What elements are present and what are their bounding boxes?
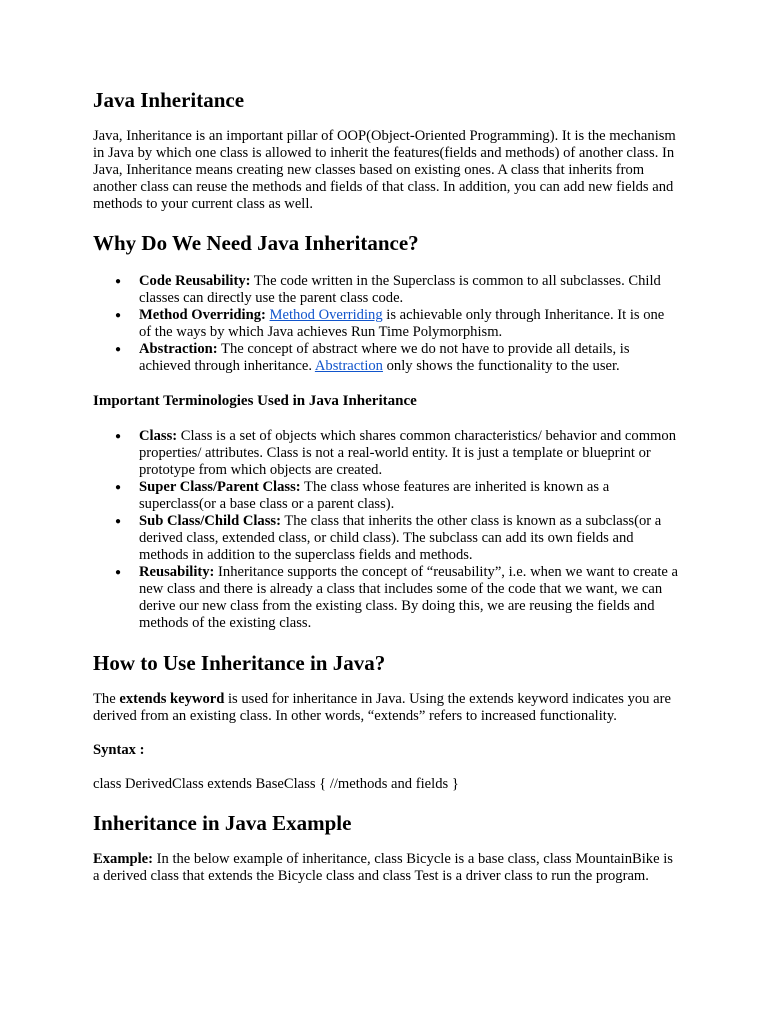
example-paragraph: [93, 851, 678, 885]
term-label: Sub Class/Child Class:: [139, 513, 281, 529]
howto-heading: How to Use Inheritance in Java?: [93, 651, 386, 675]
syntax-label: [93, 742, 678, 759]
term-label: Abstraction:: [139, 341, 218, 357]
example-label: Example:: [93, 851, 153, 867]
example-heading: Inheritance in Java Example: [93, 811, 352, 835]
list-item: [93, 479, 678, 513]
bullet-icon: ●: [115, 567, 122, 578]
terminologies-list: [93, 428, 678, 632]
syntax-label-text: Syntax :: [93, 742, 145, 758]
why-list: [93, 273, 678, 375]
abstraction-link[interactable]: Abstraction: [314, 358, 383, 374]
list-item: [93, 564, 678, 632]
intro-paragraph: Java, Inheritance is an important pillar of OOP(Object-Oriented Programming). It is the mechanism in Java by which one class is allowed to inherit the features(fields and methods) of another class. In Java, Inheritance means creating new classes based on existing ones. A class that inherits from another class can reuse the methods and fields of that class. In addition, you can add new fields and methods to your current class as well.: [93, 128, 676, 212]
term-label: Code Reusability:: [139, 273, 251, 289]
method-overriding-link[interactable]: Method Overriding: [269, 307, 383, 323]
term-text: is achievable only through Inheritance. It is one of the ways by which Java achieves Run Time Polymorphism.: [139, 307, 665, 340]
list-item: [93, 428, 678, 479]
term-text: The concept of abstract where we do not have to provide all details, is achieved through inheritance.: [139, 341, 630, 374]
term-label: Class:: [139, 428, 178, 444]
why-heading: Why Do We Need Java Inheritance?: [93, 231, 419, 255]
list-item: [93, 513, 678, 564]
document-page: [93, 86, 678, 885]
term-text: only shows the functionality to the user.: [382, 358, 620, 374]
bullet-icon: ●: [115, 344, 122, 355]
term-label: Super Class/Parent Class:: [139, 479, 301, 495]
term-text: The code written in the Superclass is common to all subclasses. Child classes can directly use the parent class code.: [139, 273, 661, 306]
term-label: Method Overriding:: [139, 307, 266, 323]
howto-text-start: The: [93, 691, 120, 707]
example-text: In the below example of inheritance, class Bicycle is a base class, class MountainBike is a derived class that extends the Bicycle class and class Test is a driver class to run the program.: [93, 851, 673, 884]
bullet-icon: ●: [115, 482, 122, 493]
list-item: [93, 273, 678, 307]
page-title: Java Inheritance: [93, 88, 245, 112]
extends-keyword: extends keyword: [119, 691, 225, 707]
howto-paragraph: [93, 691, 678, 725]
terminologies-heading: Important Terminologies Used in Java Inheritance: [93, 393, 417, 409]
list-item: [93, 341, 678, 375]
syntax-code: class DerivedClass extends BaseClass { //methods and fields }: [93, 776, 459, 792]
bullet-icon: ●: [115, 516, 122, 527]
term-text: Class is a set of objects which shares common characteristics/ behavior and common properties/ attributes. Class is not a real-world entity. It is just a template or blueprint or prototype from which objects are created.: [139, 428, 676, 478]
howto-text-end: is used for inheritance in Java. Using the extends keyword indicates you are derived from an existing class. In other words, “extends” refers to increased functionality.: [93, 691, 671, 724]
list-item: [93, 307, 678, 341]
term-text: The class whose features are inherited is known as a superclass(or a base class or a parent class).: [139, 479, 610, 512]
term-label: Reusability:: [139, 564, 215, 580]
bullet-icon: ●: [115, 310, 122, 321]
bullet-icon: ●: [115, 276, 122, 287]
term-text: The class that inherits the other class is known as a subclass(or a derived class, extended class, or child class). The subclass can add its own fields and methods in addition to the superclass fields and methods.: [139, 513, 662, 563]
term-text: Inheritance supports the concept of “reusability”, i.e. when we want to create a new class and there is already a class that includes some of the code that we want, we can derive our new class from the existing class. By doing this, we are reusing the fields and methods of the existing class.: [139, 564, 678, 631]
bullet-icon: ●: [115, 431, 122, 442]
